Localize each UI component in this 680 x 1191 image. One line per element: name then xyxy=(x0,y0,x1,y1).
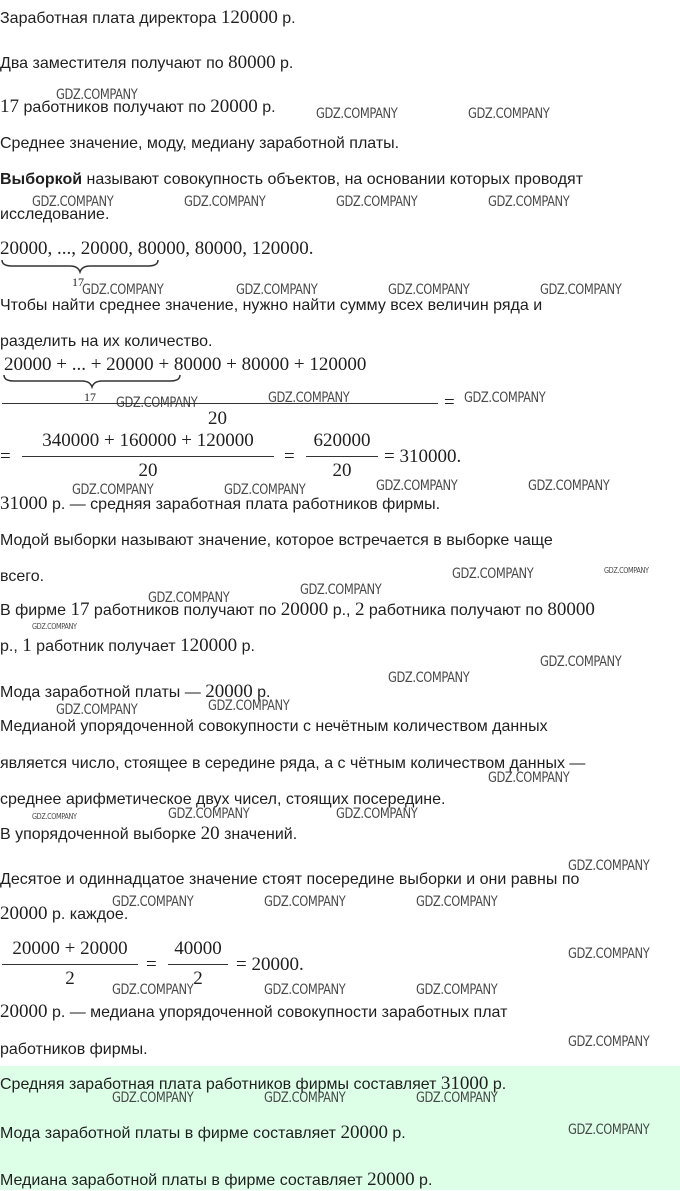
equals-sign: = xyxy=(0,446,11,467)
text-line: р., 1 работник получает 120000 р. xyxy=(0,635,255,656)
watermark: GDZ.COMPANY xyxy=(568,858,650,874)
watermark: GDZ.COMPANY xyxy=(264,894,346,910)
watermark: GDZ.COMPANY xyxy=(112,894,194,910)
watermark: GDZ.COMPANY xyxy=(300,582,382,598)
watermark: GDZ.COMPANY xyxy=(56,87,138,103)
text-line: работников фирмы. xyxy=(0,1041,148,1058)
equals-sign: = xyxy=(146,954,157,975)
fraction-bar xyxy=(168,964,228,965)
text-line: Мода заработной платы — 20000 р. xyxy=(0,681,271,702)
result: = 310000. xyxy=(384,446,462,467)
watermark: GDZ.COMPANY xyxy=(540,654,622,670)
fraction-numerator: 620000 xyxy=(313,430,371,451)
fraction-denominator: 20 xyxy=(138,460,158,481)
watermark: GDZ.COMPANY xyxy=(388,282,470,298)
text-line: 31000 р. — средняя заработная плата работников фирмы. xyxy=(0,493,441,514)
text-line: среднее арифметическое двух чисел, стоящих посередине. xyxy=(0,791,446,808)
watermark: GDZ.COMPANY xyxy=(568,946,650,962)
text-line: Два заместителя получают по 80000 р. xyxy=(0,52,294,73)
watermark: GDZ.COMPANY xyxy=(464,390,546,406)
text-line: Десятое и одиннадцатое значение стоят посередине выборки и они равны по xyxy=(0,871,580,888)
text-line: Среднее значение, моду, медиану заработной платы. xyxy=(0,135,400,152)
underbrace-icon xyxy=(0,258,160,274)
watermark: GDZ.COMPANY xyxy=(32,812,77,821)
answer-line: Медиана заработной платы в фирме составляет 20000 р. xyxy=(0,1169,433,1190)
brace-count: 17 xyxy=(84,390,96,404)
watermark: GDZ.COMPANY xyxy=(568,1034,650,1050)
watermark: GDZ.COMPANY xyxy=(56,702,138,718)
watermark: GDZ.COMPANY xyxy=(264,982,346,998)
watermark: GDZ.COMPANY xyxy=(72,482,154,498)
result: = 20000. xyxy=(236,954,304,975)
fraction-numerator: 20000 + 20000 xyxy=(12,938,128,959)
watermark: GDZ.COMPANY xyxy=(32,194,114,210)
watermark: GDZ.COMPANY xyxy=(452,566,534,582)
watermark: GDZ.COMPANY xyxy=(416,894,498,910)
watermark: GDZ.COMPANY xyxy=(416,1090,498,1106)
text-line: Чтобы найти среднее значение, нужно найти сумму всех величин ряда и xyxy=(0,297,543,314)
watermark: GDZ.COMPANY xyxy=(112,1090,194,1106)
fraction-bar xyxy=(306,456,378,457)
watermark: GDZ.COMPANY xyxy=(488,194,570,210)
watermark: GDZ.COMPANY xyxy=(236,282,318,298)
text-line: 17 работников получают по 20000 р. xyxy=(0,96,276,117)
watermark: GDZ.COMPANY xyxy=(264,1090,346,1106)
watermark: GDZ.COMPANY xyxy=(82,282,164,298)
text-line: В упорядоченной выборке 20 значений. xyxy=(0,823,298,844)
text-line: Модой выборки называют значение, которое встречается в выборке чаще xyxy=(0,532,553,549)
watermark: GDZ.COMPANY xyxy=(184,194,266,210)
watermark: GDZ.COMPANY xyxy=(540,282,622,298)
watermark: GDZ.COMPANY xyxy=(116,395,198,411)
text-line: всего. xyxy=(0,568,45,585)
fraction-numerator: 340000 + 160000 + 120000 xyxy=(42,430,254,451)
watermark: GDZ.COMPANY xyxy=(336,194,418,210)
watermark: GDZ.COMPANY xyxy=(528,478,610,494)
watermark: GDZ.COMPANY xyxy=(336,806,418,822)
text-line: Заработная плата директора 120000 р. xyxy=(0,7,296,28)
equals-sign: = xyxy=(284,446,295,467)
answer-line: Средняя заработная плата работников фирмы составляет 31000 р. xyxy=(0,1073,507,1094)
equals-sign: = xyxy=(444,392,455,413)
watermark: GDZ.COMPANY xyxy=(376,478,458,494)
watermark: GDZ.COMPANY xyxy=(268,390,350,406)
sum-numerator: 20000 + ... + 20000 + 80000 + 80000 + 120000 xyxy=(4,354,367,375)
fraction-bar xyxy=(2,964,138,965)
text-line: В фирме 17 работников получают по 20000 р., 2 работника получают по 80000 xyxy=(0,599,595,620)
answer-line: Мода заработной платы в фирме составляет 20000 р. xyxy=(0,1122,406,1143)
text-line: 20000 р. каждое. xyxy=(0,903,129,924)
sum-denominator: 20 xyxy=(208,408,227,429)
text-line: Выборкой называют совокупность объектов, на основании которых проводят xyxy=(0,171,584,188)
brace-count: 17 xyxy=(72,275,84,289)
watermark: GDZ.COMPANY xyxy=(388,670,470,686)
watermark: GDZ.COMPANY xyxy=(488,770,570,786)
watermark: GDZ.COMPANY xyxy=(468,106,550,122)
watermark: GDZ.COMPANY xyxy=(604,566,649,575)
text-line: является число, стоящее в середине ряда, а с чётным количеством данных — xyxy=(0,755,586,772)
watermark: GDZ.COMPANY xyxy=(32,622,77,631)
fraction-denominator: 2 xyxy=(193,968,203,989)
text-line: 20000 р. — медиана упорядоченной совокупности заработных плат xyxy=(0,1001,508,1022)
watermark: GDZ.COMPANY xyxy=(224,482,306,498)
watermark: GDZ.COMPANY xyxy=(568,1122,650,1138)
watermark: GDZ.COMPANY xyxy=(148,590,230,606)
fraction-bar xyxy=(22,456,274,457)
fraction-bar xyxy=(2,403,438,404)
text-line: Медианой упорядоченной совокупности с нечётным количеством данных xyxy=(0,718,548,735)
text-line: разделить на их количество. xyxy=(0,333,213,350)
watermark: GDZ.COMPANY xyxy=(416,982,498,998)
fraction-denominator: 20 xyxy=(332,460,352,481)
sample-series: 20000, ..., 20000, 80000, 80000, 120000. xyxy=(0,238,314,259)
watermark: GDZ.COMPANY xyxy=(168,806,250,822)
watermark: GDZ.COMPANY xyxy=(208,698,290,714)
underbrace-icon xyxy=(2,373,184,389)
text-line: исследование. xyxy=(0,206,110,223)
fraction-denominator: 2 xyxy=(65,968,75,989)
watermark: GDZ.COMPANY xyxy=(112,982,194,998)
watermark: GDZ.COMPANY xyxy=(316,106,398,122)
fraction-numerator: 40000 xyxy=(174,938,222,959)
